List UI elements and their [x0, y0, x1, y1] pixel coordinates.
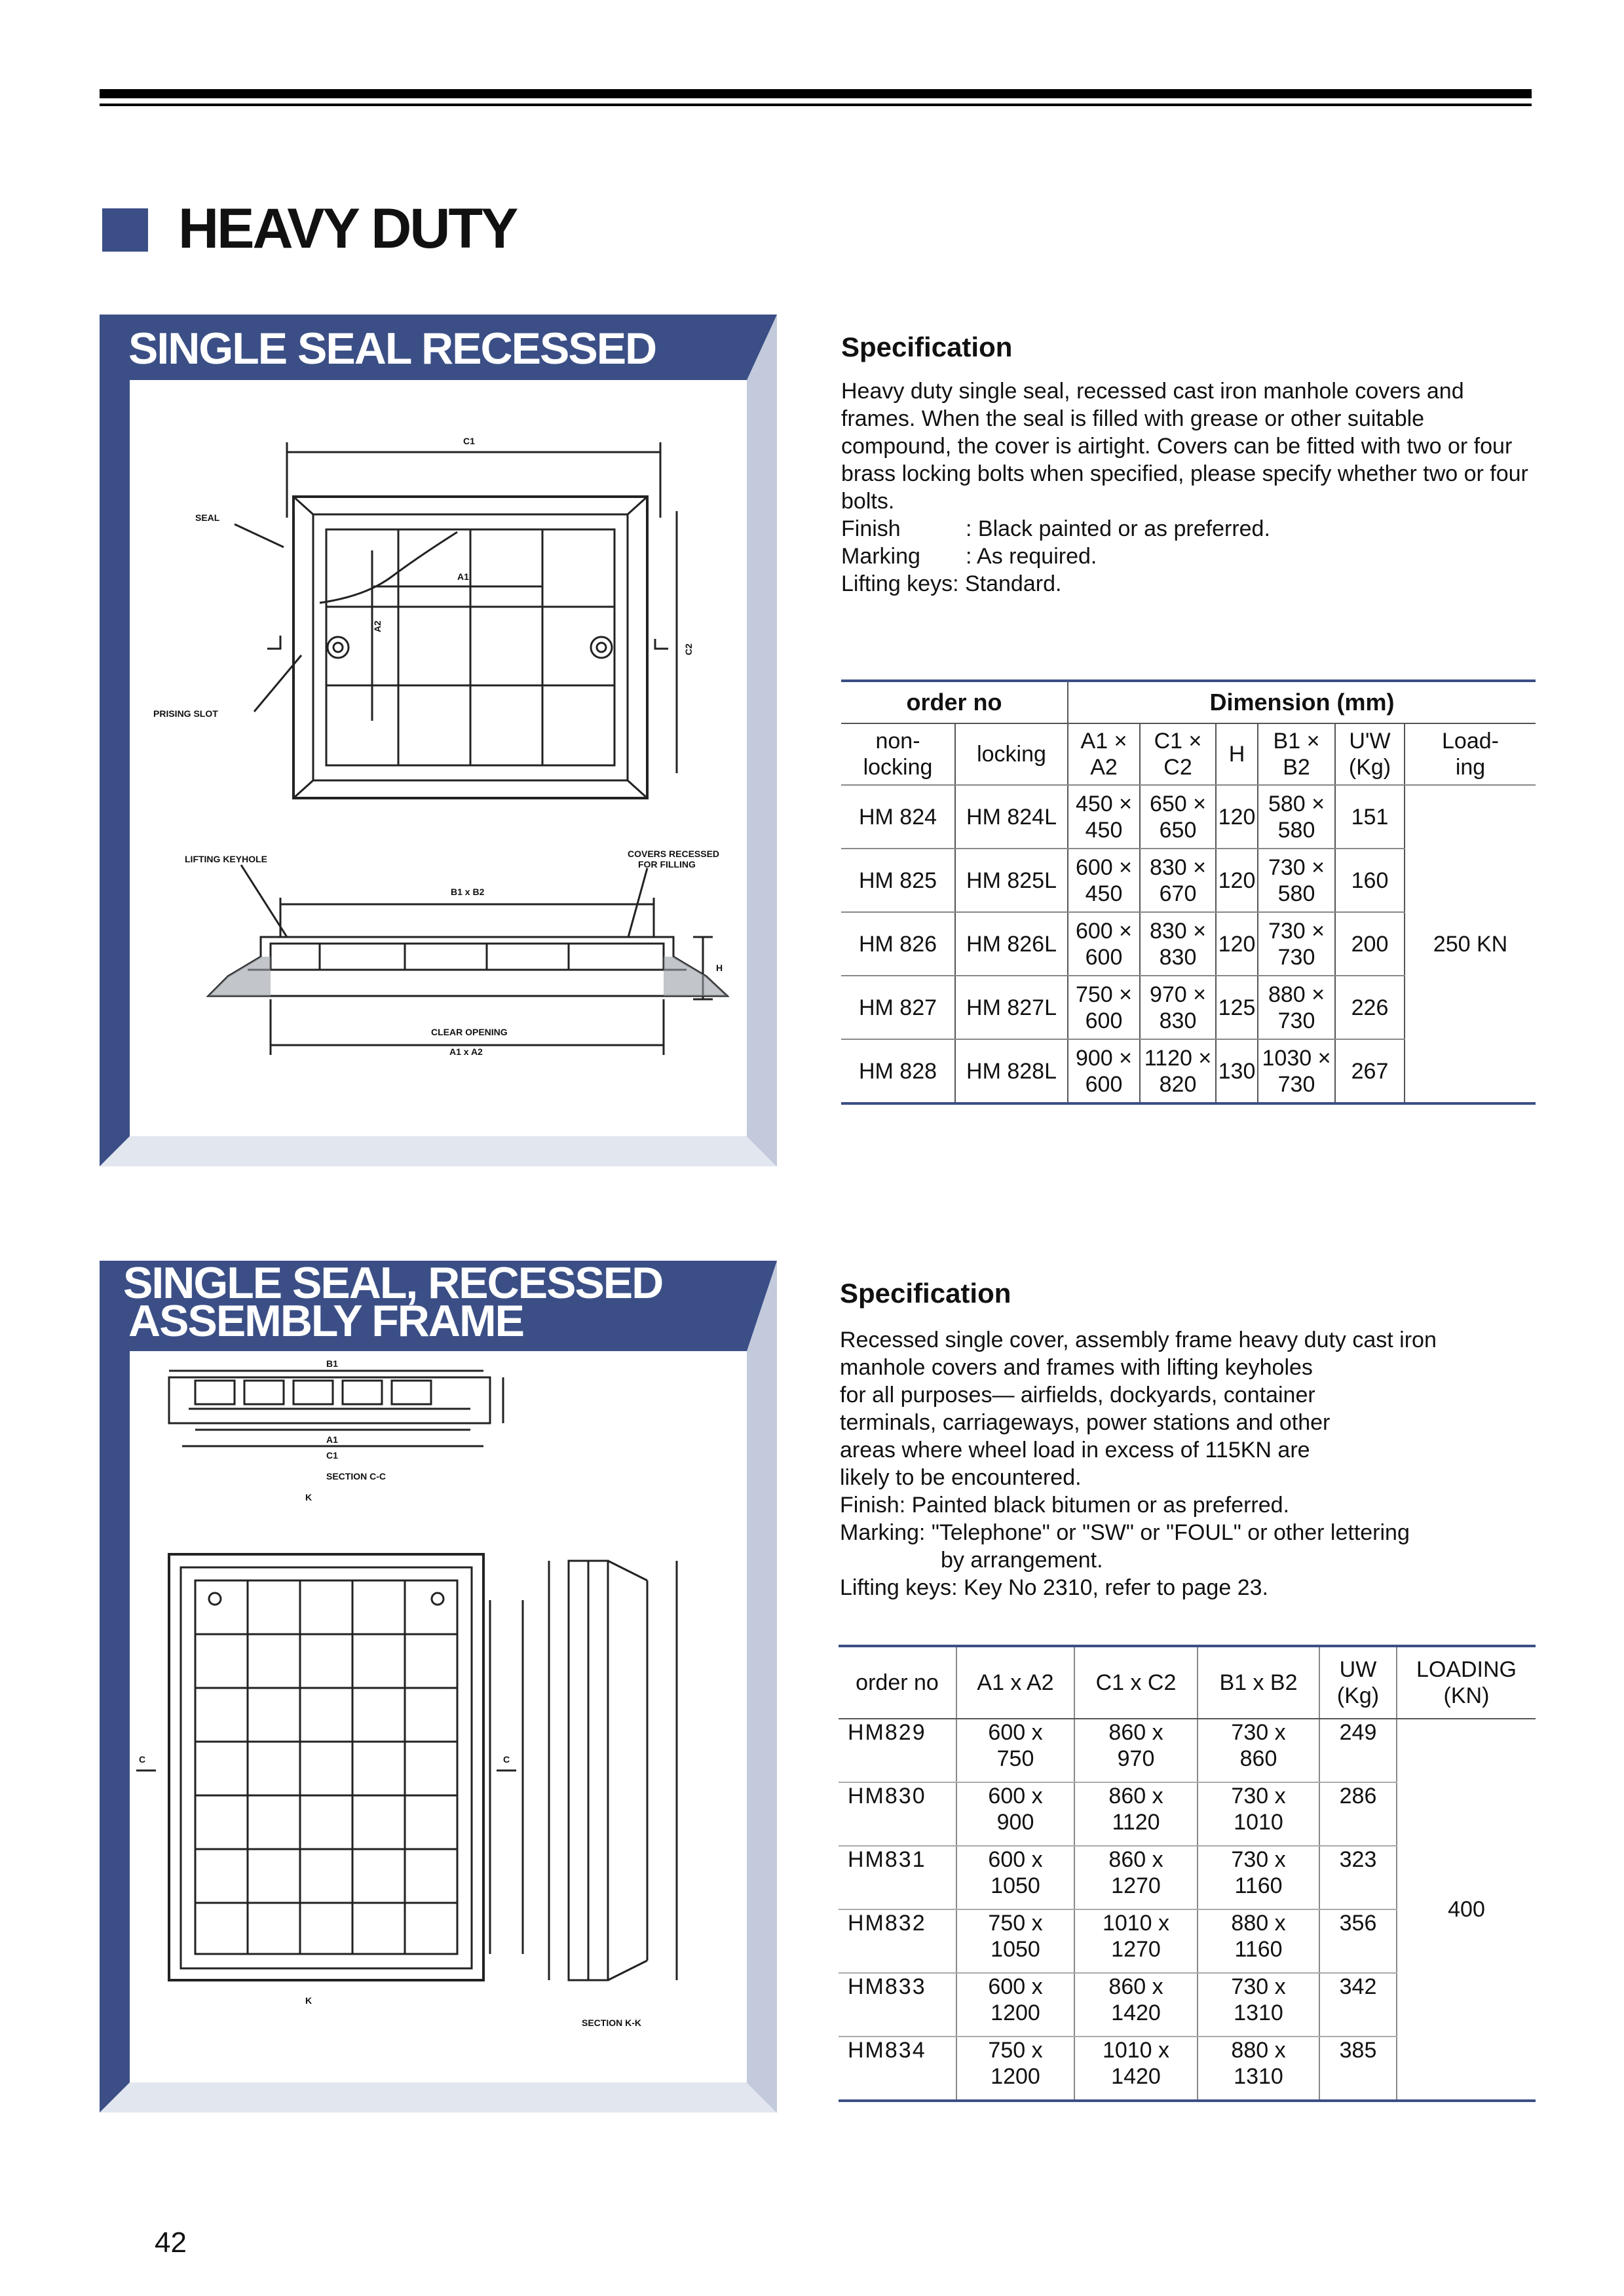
column-header: non- locking	[841, 723, 955, 785]
table-cell: 600 x 900	[956, 1782, 1074, 1846]
table-cell: 860 x 970	[1074, 1719, 1198, 1782]
spec-finish	[841, 515, 1536, 543]
spec-marking-value: : As required.	[966, 544, 1097, 569]
table-cell: 286	[1319, 1782, 1397, 1846]
dim-label-a1a2: A1 x A2	[449, 1046, 483, 1057]
group-header-dimension: Dimension (mm)	[1068, 682, 1536, 723]
table-cell: 323	[1319, 1846, 1397, 1909]
table-cell: HM 824L	[955, 785, 1068, 849]
table-cell: 880 × 730	[1258, 976, 1335, 1039]
spec-line: likely to be encountered.	[840, 1465, 1082, 1490]
table-cell: 130	[1216, 1039, 1258, 1103]
spec-heading: Specification	[841, 332, 1013, 362]
spec-line: Lifting keys: Key No 2310, refer to page 23.	[840, 1575, 1268, 1600]
column-header: H	[1216, 723, 1258, 785]
column-header: C1 × C2	[1140, 723, 1216, 785]
dim-label-c1: C1	[463, 436, 475, 446]
spec-block-2	[840, 1278, 1534, 1601]
section-title: HEAVY DUTY	[178, 197, 517, 260]
table-cell: 1010 x 1420	[1074, 2037, 1198, 2101]
page-number: 42	[155, 2227, 187, 2259]
label-prising-slot: PRISING SLOT	[153, 708, 218, 719]
table-cell: HM 825	[841, 849, 955, 912]
table-cell: HM 827	[841, 976, 955, 1039]
spec-line: by arrangement.	[941, 1548, 1103, 1573]
table-cell: 600 × 600	[1068, 912, 1140, 976]
table-cell: 750 × 600	[1068, 976, 1140, 1039]
column-header: U'W (Kg)	[1335, 723, 1405, 785]
panel-title-line2: ASSEMBLY FRAME	[128, 1296, 523, 1346]
table-cell: 342	[1319, 1973, 1397, 2037]
spec-lifting-value: Standard.	[964, 571, 1062, 596]
panel-title: SINGLE SEAL RECESSED	[128, 324, 656, 373]
panel-title-line1: SINGLE SEAL, RECESSED	[123, 1258, 663, 1308]
dimension-table-2	[839, 1647, 1536, 2102]
spec-lines	[840, 1326, 1534, 1601]
table-cell: 880 x 1160	[1198, 1909, 1319, 1973]
label-lifting-keyhole: LIFTING KEYHOLE	[185, 854, 267, 864]
order-code-cell: HM830	[839, 1782, 956, 1846]
table-cell: 600 x 750	[956, 1719, 1074, 1782]
spec-lifting	[841, 570, 1536, 598]
spec-marking	[841, 543, 1536, 570]
dim-label-b1: B1	[326, 1358, 338, 1369]
table-cell: 120	[1216, 849, 1258, 912]
spec-finish-value: : Black painted or as preferred.	[966, 516, 1270, 541]
table-cell: 730 x 860	[1198, 1719, 1319, 1782]
column-header: C1 x C2	[1074, 1647, 1198, 1719]
label-c-right: C	[503, 1754, 510, 1765]
spec-line: areas where wheel load in excess of 115KN are	[840, 1438, 1310, 1463]
top-rule-thick	[100, 89, 1532, 98]
label-k-bottom: K	[305, 1995, 312, 2006]
column-header: UW (Kg)	[1319, 1647, 1397, 1719]
table-cell: 600 x 1200	[956, 1973, 1074, 2037]
table-cell: 160	[1335, 849, 1405, 912]
table-header-row	[841, 723, 1536, 785]
table-cell: HM 825L	[955, 849, 1068, 912]
dimension-table-1	[841, 682, 1536, 1105]
table-cell: HM 828L	[955, 1039, 1068, 1103]
table-cell: 730 x 1010	[1198, 1782, 1319, 1846]
spec-heading: Specification	[840, 1278, 1011, 1309]
drawing-assembly-frame	[130, 1351, 747, 2082]
table-cell: HM 827L	[955, 976, 1068, 1039]
table-row	[841, 785, 1536, 849]
dim-label-a1: A1	[457, 571, 469, 582]
table-cell: 1030 × 730	[1258, 1039, 1335, 1103]
column-header: B1 x B2	[1198, 1647, 1319, 1719]
table-cell: 730 × 580	[1258, 849, 1335, 912]
label-section-cc: SECTION C-C	[326, 1471, 386, 1482]
dim-label-b1b2: B1 x B2	[451, 887, 485, 897]
loading-cell: 400	[1397, 1719, 1536, 2101]
table-header-row	[839, 1647, 1536, 1719]
order-code-cell: HM833	[839, 1973, 956, 2037]
table-cell: 650 × 650	[1140, 785, 1216, 849]
table-cell: 450 × 450	[1068, 785, 1140, 849]
spec-block-1	[841, 332, 1536, 598]
table-cell: 600 × 450	[1068, 849, 1140, 912]
column-header: order no	[839, 1647, 956, 1719]
order-code-cell: HM829	[839, 1719, 956, 1782]
table2-wrap	[839, 1645, 1536, 2102]
label-seal: SEAL	[195, 512, 220, 523]
table-cell: 900 × 600	[1068, 1039, 1140, 1103]
order-code-cell: HM831	[839, 1846, 956, 1909]
column-header: A1 x A2	[956, 1647, 1074, 1719]
label-c-left: C	[139, 1754, 146, 1765]
column-header: A1 × A2	[1068, 723, 1140, 785]
table-cell: 970 × 830	[1140, 976, 1216, 1039]
table-cell: 730 x 1160	[1198, 1846, 1319, 1909]
spec-line: manhole covers and frames with lifting keyholes	[840, 1355, 1313, 1380]
table-cell: 750 x 1200	[956, 2037, 1074, 2101]
label-section-kk: SECTION K-K	[582, 2018, 641, 2028]
table-cell: 860 x 1120	[1074, 1782, 1198, 1846]
table-cell: 860 x 1420	[1074, 1973, 1198, 2037]
table-cell: 226	[1335, 976, 1405, 1039]
table-cell: 600 x 1050	[956, 1846, 1074, 1909]
panel-single-seal-recessed	[100, 315, 777, 1166]
dim-label-a1: A1	[326, 1434, 338, 1445]
dim-label-c1: C1	[326, 1450, 338, 1461]
table-cell: 249	[1319, 1719, 1397, 1782]
table-cell: 151	[1335, 785, 1405, 849]
top-rule-thin	[100, 104, 1532, 106]
spec-line: Recessed single cover, assembly frame heavy duty cast iron	[840, 1328, 1437, 1352]
label-k-top: K	[305, 1492, 312, 1502]
dim-label-c2: C2	[683, 643, 694, 655]
spec-line: for all purposes— airfields, dockyards, container	[840, 1383, 1315, 1407]
dim-label-a2: A2	[372, 621, 383, 632]
label-clear-opening: CLEAR OPENING	[431, 1027, 508, 1037]
spec-line: terminals, carriageways, power stations and other	[840, 1410, 1331, 1435]
table-group-header-row	[841, 682, 1536, 723]
table-cell: 125	[1216, 976, 1258, 1039]
dim-label-h: H	[716, 963, 723, 973]
table-cell: 750 x 1050	[956, 1909, 1074, 1973]
column-header: LOADING (KN)	[1397, 1647, 1536, 1719]
spec-line: Finish: Painted black bitumen or as preferred.	[840, 1493, 1290, 1518]
table-cell: 1120 × 820	[1140, 1039, 1216, 1103]
section-marker-square	[102, 208, 148, 252]
group-header-order-no: order no	[841, 682, 1068, 723]
table-cell: 120	[1216, 912, 1258, 976]
spec-lifting-label: Lifting keys:	[841, 571, 959, 596]
drawing-single-seal-recessed	[130, 380, 747, 1136]
table-cell: HM 826	[841, 912, 955, 976]
table-cell: 120	[1216, 785, 1258, 849]
loading-cell: 250 KN	[1405, 785, 1536, 1103]
order-code-cell: HM832	[839, 1909, 956, 1973]
table-cell: 880 x 1310	[1198, 2037, 1319, 2101]
spec-finish-label: Finish	[841, 516, 901, 541]
table-cell: 860 x 1270	[1074, 1846, 1198, 1909]
table-cell: 830 × 670	[1140, 849, 1216, 912]
spec-paragraph: Heavy duty single seal, recessed cast iron manhole covers and frames. When the seal is filled with grease or other suitable compound, the cover is airtight. Covers can be fitted with two or four brass locking bolts when specified, please specify whether two or four bolts.	[841, 379, 1528, 514]
spec-marking-label: Marking	[841, 544, 920, 569]
table-cell: HM 828	[841, 1039, 955, 1103]
column-header: locking	[955, 723, 1068, 785]
table1-wrap	[841, 679, 1536, 1105]
spec-line: Marking: "Telephone" or "SW" or "FOUL" or other lettering	[840, 1520, 1410, 1545]
column-header: Load- ing	[1405, 723, 1536, 785]
label-covers-recessed-2: FOR FILLING	[638, 859, 696, 870]
table-cell: 385	[1319, 2037, 1397, 2101]
table-cell: 830 × 830	[1140, 912, 1216, 976]
label-covers-recessed-1: COVERS RECESSED	[628, 849, 720, 859]
table-cell: 267	[1335, 1039, 1405, 1103]
order-code-cell: HM834	[839, 2037, 956, 2101]
table-cell: HM 826L	[955, 912, 1068, 976]
table-cell: 730 x 1310	[1198, 1973, 1319, 2037]
panel-assembly-frame	[100, 1258, 777, 2113]
table-cell: 1010 x 1270	[1074, 1909, 1198, 1973]
table-row	[839, 1719, 1536, 1782]
table-cell: 200	[1335, 912, 1405, 976]
table-cell: HM 824	[841, 785, 955, 849]
table-cell: 730 × 730	[1258, 912, 1335, 976]
table-cell: 580 × 580	[1258, 785, 1335, 849]
table-cell: 356	[1319, 1909, 1397, 1973]
column-header: B1 × B2	[1258, 723, 1335, 785]
